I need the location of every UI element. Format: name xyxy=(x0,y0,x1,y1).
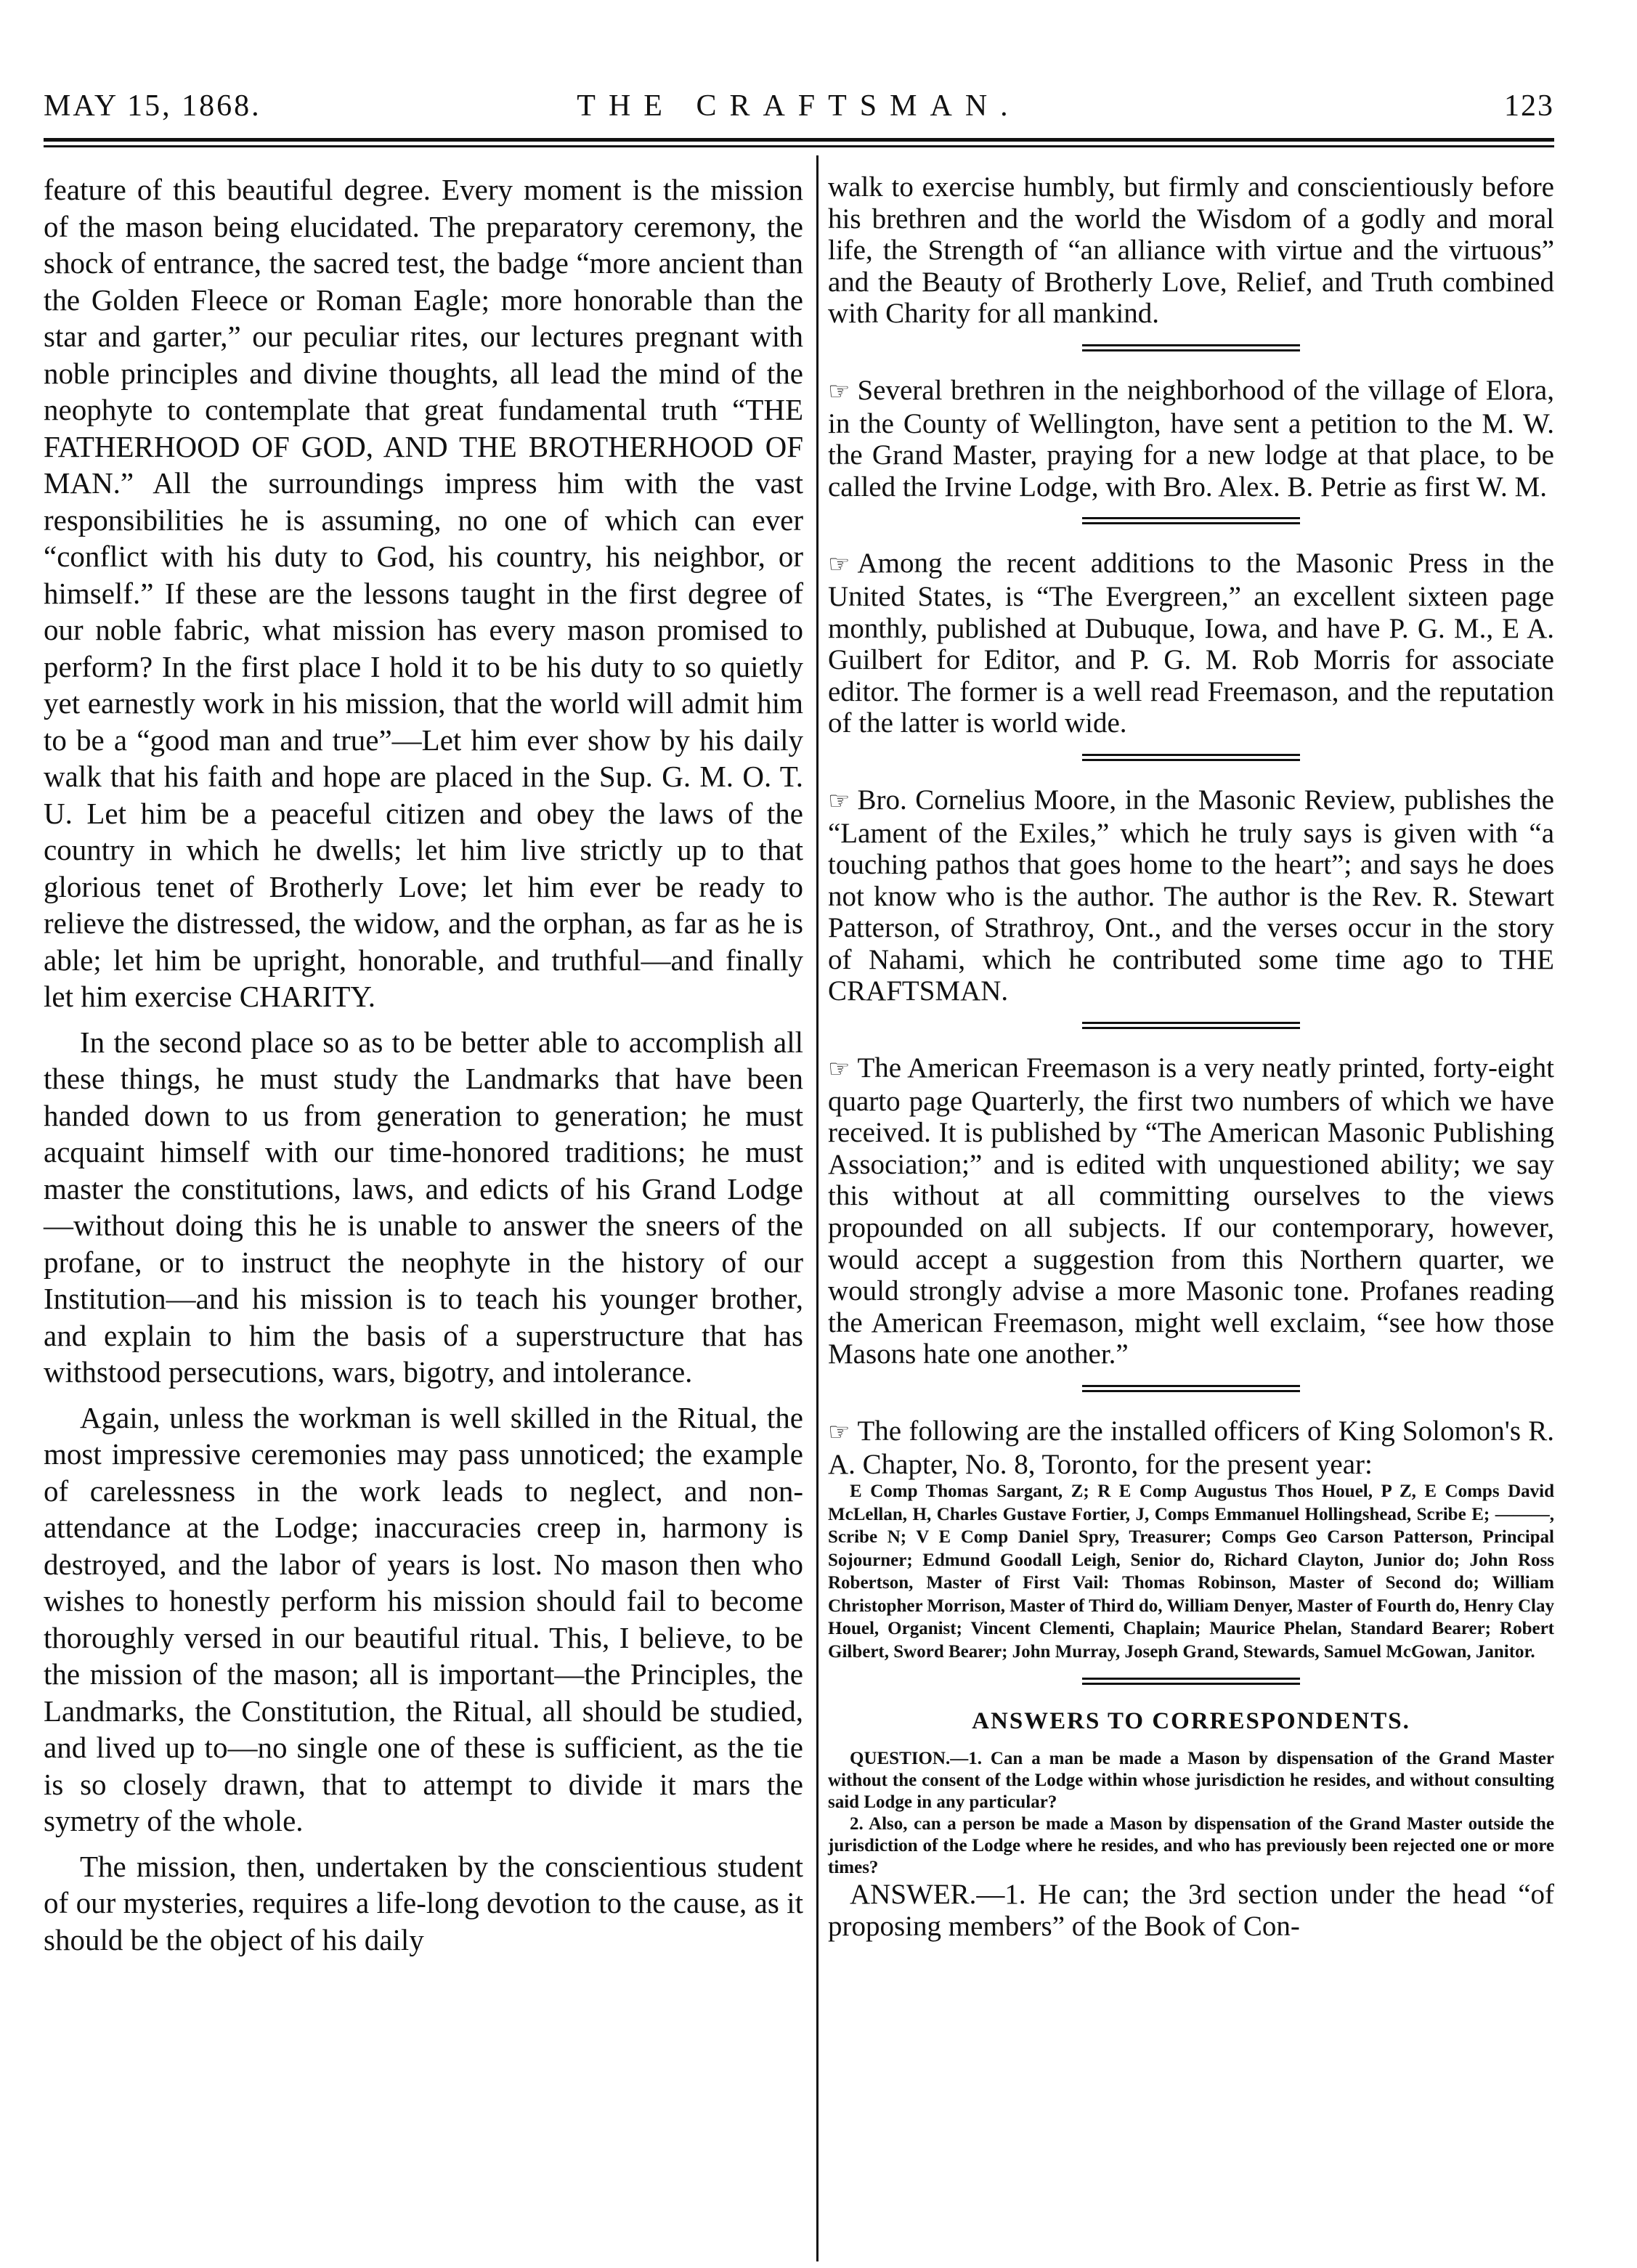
news-item-text: Among the recent additions to the Masonic Press in the United States, is “The Evergreen,” an excellent sixteen page monthly, published at Dubuque, Iowa, and have P. G. M., E A. Guilbert for Editor, and P. G. M. Rob Morris for associate editor. The former is a well read Freemason, and the reputation of the latter is world wide. xyxy=(828,548,1554,739)
ornament-divider xyxy=(1082,1676,1300,1686)
article-continuation: walk to exercise humbly, but firmly and conscientiously before his brethren and the world the Wisdom of a godly and moral life, the Strength of “an alliance with virtue and the virtuous” and the Beauty of Brotherly Love, Relief, and Truth combined with Charity for all mankind. xyxy=(828,171,1554,330)
pointing-hand-icon: ☞ xyxy=(828,787,850,815)
section-heading: ANSWERS TO CORRESPONDENTS. xyxy=(972,1708,1410,1735)
article-paragraph: Again, unless the workman is well skilled in the Ritual, the most impressive ceremonies may pass unnoticed; the example of carelessness in the work leads to neglect, and non-attendance at the Lodge; inaccuracies creep in, harmony is destroyed, and the labor of years is lost. No mason then who wishes to honestly perform his mission should fail to become thoroughly versed in our beautiful ritual. This, I believe, to be the mission of the mason; all is important—the Principles, the Landmarks, the Constitution, the Ritual, all should be studied, and lived up to—no single one of these is sufficient, as the tie is so closely drawn, that to attempt to divide it mars the symetry of the whole. xyxy=(44,1400,803,1837)
ornament-divider xyxy=(1082,343,1300,353)
column-divider xyxy=(816,155,818,2261)
news-item xyxy=(828,1052,1554,1370)
news-item-text: The following are the installed officers of King Solomon's R. A. Chapter, No. 8, Toronto, for the present year: xyxy=(828,1415,1554,1480)
left-column xyxy=(44,171,803,1958)
article-paragraph: feature of this beautiful degree. Every moment is the mission of the mason being elucidated. The preparatory ceremony, the shock of entrance, the sacred test, the badge “more ancient than the Golden Fleece or Roman Eagle; more honorable than the star and garter,” our peculiar rites, our lectures pregnant with noble principles and divine thoughts, all lead the mind of the neophyte to contemplate that great fundamental truth “THE FATHERHOOD OF GOD, AND THE BROTHERHOOD OF MAN.” All the surroundings impress him with the vast responsibilities he is assuming, no one of which can ever “conflict with his duty to God, his country, his neighbor, or himself.” If these are the lessons taught in the first degree of our noble fabric, what mission has every mason promised to perform? In the first place I hold it to be his duty to so quietly yet earnestly work in his mission, that the world will admit him to be a “good man and true”—Let him ever show by his daily walk that his faith and hope are placed in the Sup. G. M. O. T. U. Let him be a peaceful citizen and obey the laws of the country in which he dwells; let him live strictly up to that glorious tenet of Brotherly Love; let him ever be ready to relieve the distressed, the widow, and the orphan, as far as he is able; let him be upright, honorable, and truthful—and finally let him exercise CHARITY. xyxy=(44,173,803,1013)
news-item xyxy=(828,375,1554,503)
news-item-text: The American Freemason is a very neatly printed, forty-eight quarto page Quarterly, the first two numbers of which we have received. It is published by “The American Masonic Publishing Association;” and is edited with unquestioned ability; we say this without at all committing ourselves to the views propounded on all subjects. If our contemporary, however, would accept a suggestion from this Northern quarter, we would strongly advise a more Masonic tone. Profanes reading the American Freemason, might well exclaim, “see how those Masons hate one another.” xyxy=(828,1052,1554,1370)
news-item xyxy=(828,1415,1554,1480)
page-number: 123 xyxy=(1504,89,1554,123)
pointing-hand-icon: ☞ xyxy=(828,1056,850,1084)
ornament-divider xyxy=(1082,516,1300,526)
header-rule-thin xyxy=(44,145,1554,147)
news-item xyxy=(828,548,1554,739)
header-rule xyxy=(44,138,1554,142)
question-text: QUESTION.—1. Can a man be made a Mason by dispensation of the Grand Master without the consent of the Lodge within whose jurisdiction he resides, and without consulting said Lodge in any particular? xyxy=(828,1749,1554,1813)
pointing-hand-icon: ☞ xyxy=(828,1419,850,1446)
news-item-text: Several brethren in the neighborhood of the village of Elora, in the County of Wellington, have sent a petition to the M. W. the Grand Master, praying for a new lodge at that place, to be called the Irvine Lodge, with Bro. Alex. B. Petrie as first W. M. xyxy=(828,374,1554,503)
news-item xyxy=(828,784,1554,1007)
answer-text: ANSWER.—1. He can; the 3rd section under the head “of proposing members” of the Book of Con- xyxy=(828,1879,1554,1943)
officers-list: E Comp Thomas Sargant, Z; R E Comp Augustus Thos Houel, P Z, E Comps David McLellan, H, Charles Gustave Fortier, J, Comps Emmanuel Hollingshead, Scribe E; ———, Scribe N; V E Comp Daniel Spry, Treasurer; Comps Geo Carson Patterson, Principal Sojourner; Edmund Goodall Leigh, Senior do, Richard Clayton, Junior do; John Ross Robertson, Master of First Vail: Thomas Robinson, Master of Second do; William Christopher Morrison, Master of Third do, William Denyer, Master of Fourth do, Henry Clay Houel, Organist; Vincent Clementi, Chaplain; Maurice Phelan, Standard Bearer; Robert Gilbert, Sword Bearer; John Murray, Joseph Grand, Stewards, Samuel McGowan, Janitor. xyxy=(828,1481,1554,1662)
article-paragraph: The mission, then, undertaken by the conscientious student of our mysteries, requires a life-long devotion to the cause, as it should be the object of his daily xyxy=(44,1849,803,1956)
pointing-hand-icon: ☞ xyxy=(828,378,850,405)
ornament-divider xyxy=(1082,1383,1300,1394)
newspaper-title: THE CRAFTSMAN. xyxy=(577,89,1021,123)
article-paragraph: In the second place so as to be better able to accomplish all these things, he must study the Landmarks that have been handed down to us from generation to generation; he must acquaint himself with our time-honored traditions; he must master the constitutions, laws, and edicts of his Grand Lodge —without doing this he is unable to answer the sneers of the profane, or to instruct the neophyte in the history of our Institution—and his mission is to teach his younger brother, and explain to him the basis of a superstructure that has withstood persecutions, wars, bigotry, and intolerance. xyxy=(44,1025,803,1389)
issue-date: MAY 15, 1868. xyxy=(44,89,261,123)
pointing-hand-icon: ☞ xyxy=(828,551,850,579)
ornament-divider xyxy=(1082,752,1300,763)
news-item-text: Bro. Cornelius Moore, in the Masonic Review, publishes the “Lament of the Exiles,” which he truly says is given with “a touching pathos that goes home to the heart”; and says he does not know who is the author. The author is the Rev. R. Stewart Patterson, of Strathroy, Ont., and the verses occur in the story of Nahami, which he contributed some time ago to THE CRAFTSMAN. xyxy=(828,784,1554,1007)
right-column xyxy=(828,171,1554,1943)
ornament-divider xyxy=(1082,1020,1300,1031)
page-header xyxy=(44,81,1554,125)
question-text: 2. Also, can a person be made a Mason by dispensation of the Grand Master outside the jurisdiction of the Lodge where he resides, and who has previously been rejected one or more times? xyxy=(828,1814,1554,1878)
